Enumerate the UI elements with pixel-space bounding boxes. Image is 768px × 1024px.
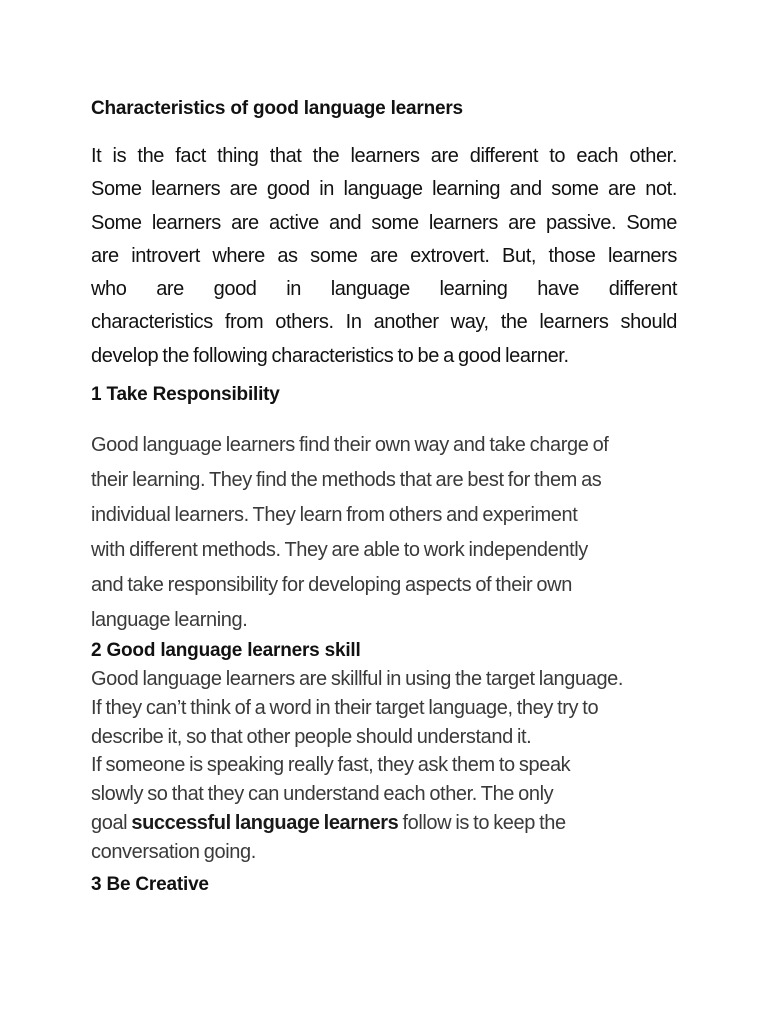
section-take-responsibility-paragraph [91, 428, 608, 638]
section1-line: their learning. They find the methods that are best for them as [91, 469, 602, 491]
intro-line: characteristics from others. In another way, the learners should [91, 311, 677, 334]
bold-phrase: successful language learners [131, 811, 399, 834]
section1-line: language learning. [91, 609, 248, 631]
section-learners-skill-paragraph [91, 665, 623, 867]
intro-line: Some learners are good in language learning and some are not. [91, 178, 677, 201]
section1-line: Good language learners find their own way and take charge of [91, 434, 609, 456]
section-heading-take-responsibility: 1 Take Responsibility [91, 384, 280, 405]
intro-line: Some learners are active and some learners are passive. Some [91, 211, 677, 234]
section2-line: If they can’t think of a word in their target language, they try to [91, 696, 599, 719]
page-title: Characteristics of good language learners [91, 98, 463, 119]
section2-line: slowly so that they can understand each other. The only [91, 783, 554, 806]
intro-line: It is the fact thing that the learners are different to each other. [91, 145, 677, 167]
section2-goal-line [91, 809, 623, 838]
section-heading-learners-skill: 2 Good language learners skill [91, 640, 361, 661]
section2-line: If someone is speaking really fast, they ask them to speak [91, 754, 571, 777]
goal-line-start: goal [91, 811, 132, 834]
section2-line: Good language learners are skillful in using the target language. [91, 668, 624, 690]
section2-line: conversation going. [91, 840, 256, 863]
intro-line: are introvert where as some are extrovert. But, those learners [91, 244, 677, 267]
section-heading-be-creative: 3 Be Creative [91, 874, 209, 895]
intro-line: develop the following characteristics to be a good learner. [91, 344, 569, 367]
section1-line: individual learners. They learn from others and experiment [91, 504, 578, 526]
section1-line: and take responsibility for developing aspects of their own [91, 574, 572, 596]
goal-line-end: follow is to keep the [398, 811, 566, 834]
section2-line: describe it, so that other people should understand it. [91, 725, 532, 748]
intro-line: who are good in language learning have different [91, 278, 677, 301]
section1-line: with different methods. They are able to work independently [91, 539, 588, 561]
intro-paragraph [91, 140, 677, 373]
